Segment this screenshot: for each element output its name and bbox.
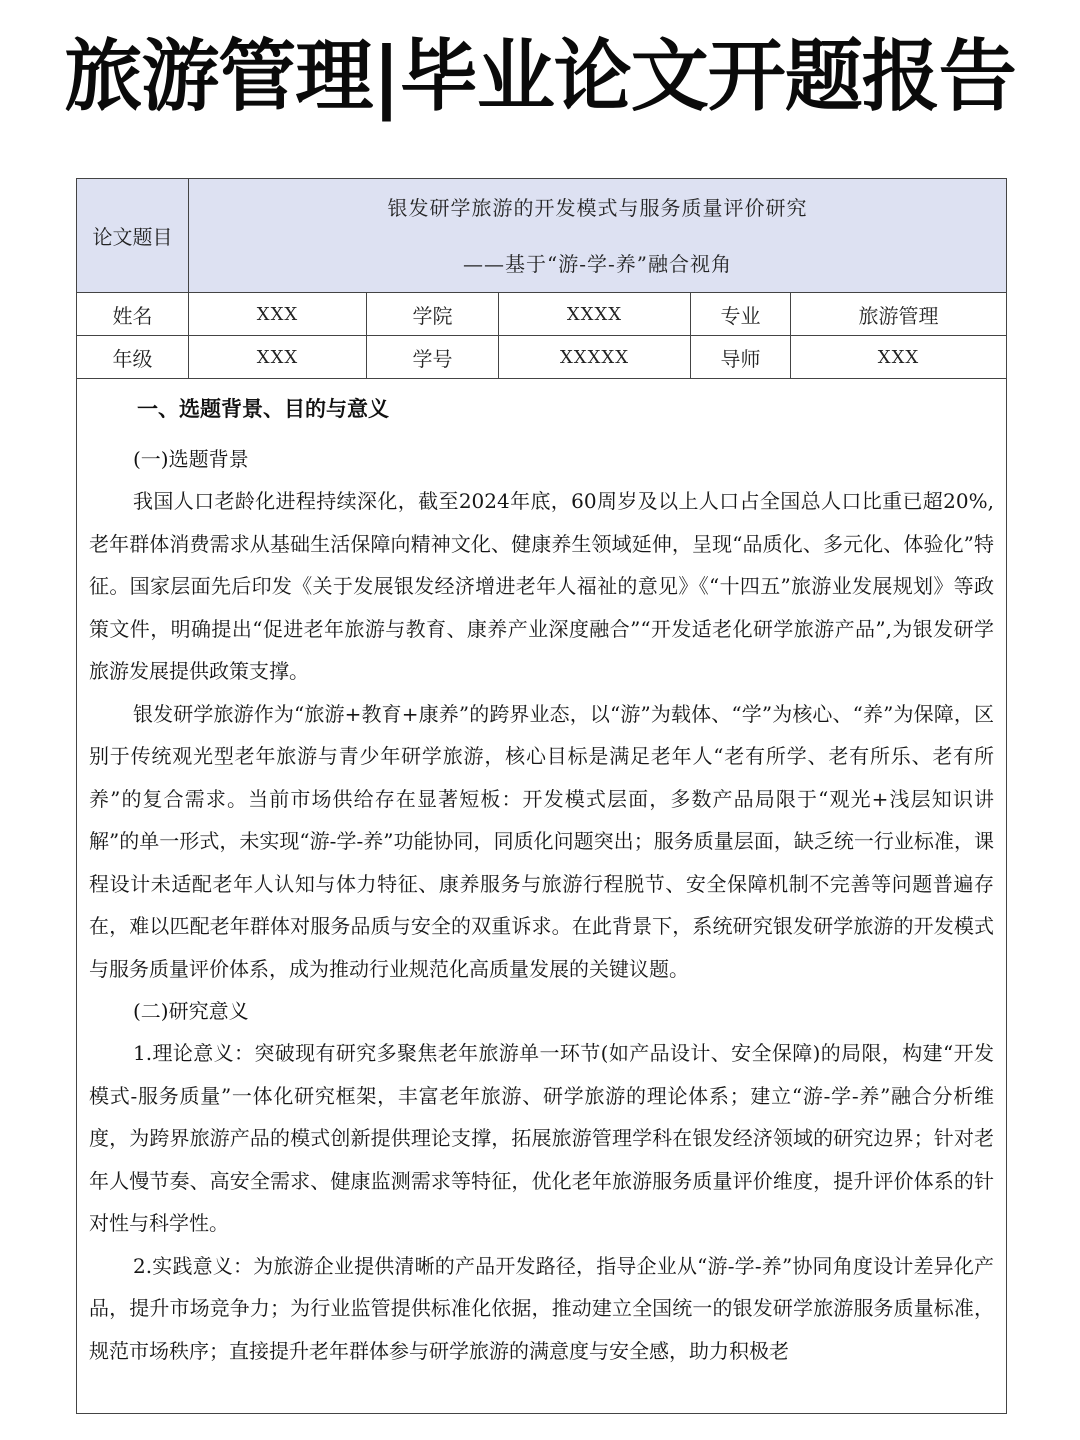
major-label: 专业 [691,293,791,336]
page-title: 旅游管理|毕业论文开题报告 [64,32,1016,122]
college-label: 学院 [367,293,499,336]
thesis-title-line-1: 银发研学旅游的开发模式与服务质量评价研究 [387,195,808,220]
section-heading: 一、选题背景、目的与意义 [137,397,389,421]
paragraph-background-2: 银发研学旅游作为“旅游+教育+康养”的跨界业态，以“游”为载体、“学”为核心、“养”为保障，区别于传统观光型老年旅游与青少年研学旅游，核心目标是满足老年人“老有所学、老有所乐、老有所养”的复合需求。当前市场供给存在显著短板：开发模式层面，多数产品局限于“观光+浅层知识讲解”的单一形式，未实现“游-学-养”功能协同，同质化问题突出；服务质量层面，缺乏统一行业标准，课程设计未适配老年人认知与体力特征、康养服务与旅游行程脱节、安全保障机制不完善等问题普遍存在，难以匹配老年群体对服务品质与安全的双重诉求。在此背景下，系统研究银发研学旅游的开发模式与服务质量评价体系，成为推动行业规范化高质量发展的关键议题。 [89,701,994,981]
name-value: XXX [189,293,367,336]
thesis-title-line-2: ——基于“游-学-养”融合视角 [463,251,733,276]
name-label: 姓名 [77,293,189,336]
grade-value: XXX [189,336,367,379]
subsection-heading-significance: (二)研究意义 [133,999,249,1023]
paragraph-theory-significance: 1.理论意义：突破现有研究多聚焦老年旅游单一环节(如产品设计、安全保障)的局限，构建“开发模式-服务质量”一体化研究框架，丰富老年旅游、研学旅游的理论体系；建立“游-学-养”融合分析维度，为跨界旅游产品的模式创新提供理论支撑，拓展旅游管理学科在银发经济领域的研究边界；针对老年人慢节奏、高安全需求、健康监测需求等特征，优化老年旅游服务质量评价维度，提升评价体系的针对性与科学性。 [89,1041,994,1235]
thesis-title-cell [189,179,1007,293]
paragraph-practice-significance: 2.实践意义：为旅游企业提供清晰的产品开发路径，指导企业从“游-学-养”协同角度设计差异化产品，提升市场竞争力；为行业监管提供标准化依据，推动建立全国统一的银发研学旅游服务质量标准，规范市场秩序；直接提升老年群体参与研学旅游的满意度与安全感，助力积极老 [89,1253,994,1363]
proposal-body [76,378,1007,1414]
student-id-value: XXXXX [499,336,691,379]
student-id-label: 学号 [367,336,499,379]
major-value: 旅游管理 [791,293,1007,336]
subsection-heading-background: (一)选题背景 [133,447,249,471]
advisor-label: 导师 [691,336,791,379]
title-label: 论文题目 [77,179,189,293]
advisor-value: XXX [791,336,1007,379]
paragraph-background-1: 我国人口老龄化进程持续深化，截至2024年底，60周岁及以上人口占全国总人口比重已超20%,老年群体消费需求从基础生活保障向精神文化、健康养生领域延伸，呈现“品质化、多元化、体验化”特征。国家层面先后印发《关于发展银发经济增进老年人福祉的意见》《“十四五”旅游业发展规划》等政策文件，明确提出“促进老年旅游与教育、康养产业深度融合”“开发适老化研学旅游产品”,为银发研学旅游发展提供政策支撑。 [89,489,994,683]
grade-label: 年级 [77,336,189,379]
proposal-info-table [76,178,1007,379]
college-value: XXXX [499,293,691,336]
